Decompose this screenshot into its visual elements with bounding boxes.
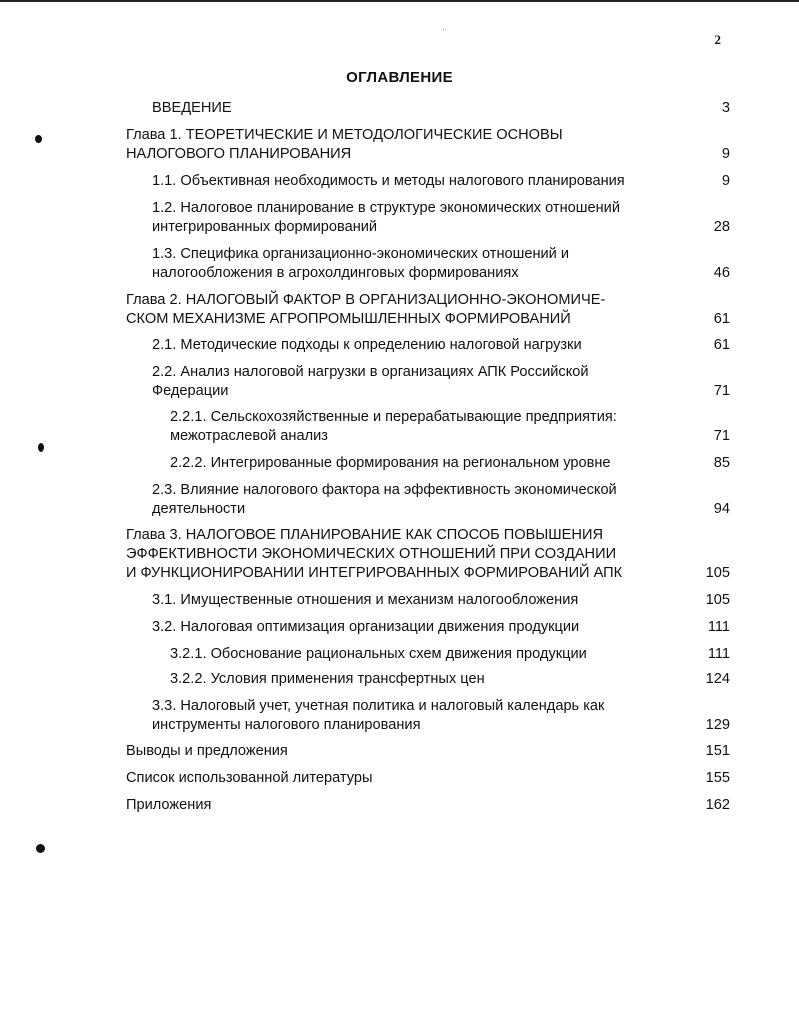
toc-entry	[152, 99, 730, 118]
toc-entry-page: 129	[705, 717, 730, 733]
toc-entry-page: 111	[707, 619, 730, 635]
toc-entry-page: 3	[721, 100, 730, 116]
toc-entry-title: 1.2. Налоговое планирование в структуре экономических отношений интегрированных формирований	[152, 200, 620, 235]
toc-entry	[152, 199, 730, 237]
toc-entry	[170, 408, 730, 446]
toc-entry-title: 3.1. Имущественные отношения и механизм налогообложения	[152, 592, 579, 608]
toc-entry-page: 9	[721, 146, 730, 162]
scan-top-edge	[0, 0, 799, 2]
toc-entry	[152, 172, 730, 191]
toc-entry	[126, 742, 730, 761]
toc-entry	[126, 526, 730, 583]
toc-entry-title: Приложения	[126, 797, 212, 813]
toc-entry-title: 2.3. Влияние налогового фактора на эффективность экономической деятельности	[152, 482, 617, 517]
toc-entry	[170, 670, 730, 689]
toc-entry-title: 2.2. Анализ налоговой нагрузки в организациях АПК Российской Федерации	[152, 364, 589, 399]
toc-entry	[152, 481, 730, 519]
toc-entry-title: Глава 3. НАЛОГОВОЕ ПЛАНИРОВАНИЕ КАК СПОСОБ ПОВЫШЕНИЯ ЭФФЕКТИВНОСТИ ЭКОНОМИЧЕСКИХ ОТНОШЕНИЙ ПРИ СОЗДАНИИ И ФУНКЦИОНИРОВАНИИ ИНТЕГРИРОВАННЫХ ФОРМИРОВАНИЙ АПК	[126, 527, 623, 581]
toc-entry	[152, 697, 730, 735]
toc-entry-title: Глава 1. ТЕОРЕТИЧЕСКИЕ И МЕТОДОЛОГИЧЕСКИЕ ОСНОВЫ НАЛОГОВОГО ПЛАНИРОВАНИЯ	[126, 127, 563, 162]
toc-entry-title: Глава 2. НАЛОГОВЫЙ ФАКТОР В ОРГАНИЗАЦИОННО-ЭКОНОМИЧЕ- СКОМ МЕХАНИЗМЕ АГРОПРОМЫШЛЕННЫХ ФОРМИРОВАНИЙ	[126, 292, 606, 327]
toc-entry	[152, 618, 730, 637]
binding-hole-mark	[35, 135, 42, 143]
toc-entry-page: 155	[705, 770, 730, 786]
toc-entry-page: 46	[713, 265, 730, 281]
toc-entry-page: 105	[705, 592, 730, 608]
toc-entry	[126, 796, 730, 815]
toc-entry-page: 85	[713, 455, 730, 471]
toc-entry-page: 162	[705, 797, 730, 813]
scan-speck	[443, 29, 444, 30]
toc-entry-page: 94	[713, 501, 730, 517]
toc-entry-title: Выводы и предложения	[126, 743, 288, 759]
toc-entry-page: 105	[705, 565, 730, 581]
toc-entry	[170, 645, 730, 664]
toc-entry	[126, 769, 730, 788]
toc-entry-title: 1.3. Специфика организационно-экономических отношений и налогообложения в агрохолдинговых формированиях	[152, 246, 570, 281]
toc-entry-page: 28	[713, 219, 730, 235]
toc-entry-page: 9	[721, 173, 730, 189]
toc-entry-title: 3.2.2. Условия применения трансфертных цен	[170, 671, 485, 687]
toc-entry-title: 2.2.2. Интегрированные формирования на региональном уровне	[170, 455, 611, 471]
toc-entry-title: 2.2.1. Сельскохозяйственные и перерабатывающие предприятия: межотраслевой анализ	[170, 409, 617, 444]
toc-entry	[152, 245, 730, 283]
toc-entry-page: 71	[713, 428, 730, 444]
toc-entry	[152, 591, 730, 610]
toc-entry-title: 3.2.1. Обоснование рациональных схем движения продукции	[170, 646, 587, 662]
toc-entry-title: Список использованной литературы	[126, 770, 373, 786]
toc-entry-page: 61	[713, 311, 730, 327]
toc-entry-title: 2.1. Методические подходы к определению налоговой нагрузки	[152, 337, 582, 353]
binding-hole-mark	[38, 443, 44, 452]
toc-entry-page: 61	[713, 337, 730, 353]
toc-entry	[152, 336, 730, 355]
toc-entry-page: 111	[707, 646, 730, 662]
toc-entry-title: 3.3. Налоговый учет, учетная политика и налоговый календарь как инструменты налогового планирования	[152, 698, 605, 733]
toc-entry-title: ВВЕДЕНИЕ	[152, 100, 232, 116]
page-number: 2	[714, 32, 721, 47]
binding-hole-mark	[36, 844, 45, 853]
toc-entry	[152, 363, 730, 401]
toc-entry	[126, 291, 730, 329]
toc-entry	[170, 454, 730, 473]
toc-title: ОГЛАВЛЕНИЕ	[346, 69, 453, 86]
toc-entry-title: 3.2. Налоговая оптимизация организации движения продукции	[152, 619, 580, 635]
toc-entry	[126, 126, 730, 164]
toc-entry-page: 71	[713, 383, 730, 399]
toc-entry-page: 124	[705, 671, 730, 687]
toc-entry-title: 1.1. Объективная необходимость и методы налогового планирования	[152, 173, 625, 189]
toc-entry-page: 151	[705, 743, 730, 759]
